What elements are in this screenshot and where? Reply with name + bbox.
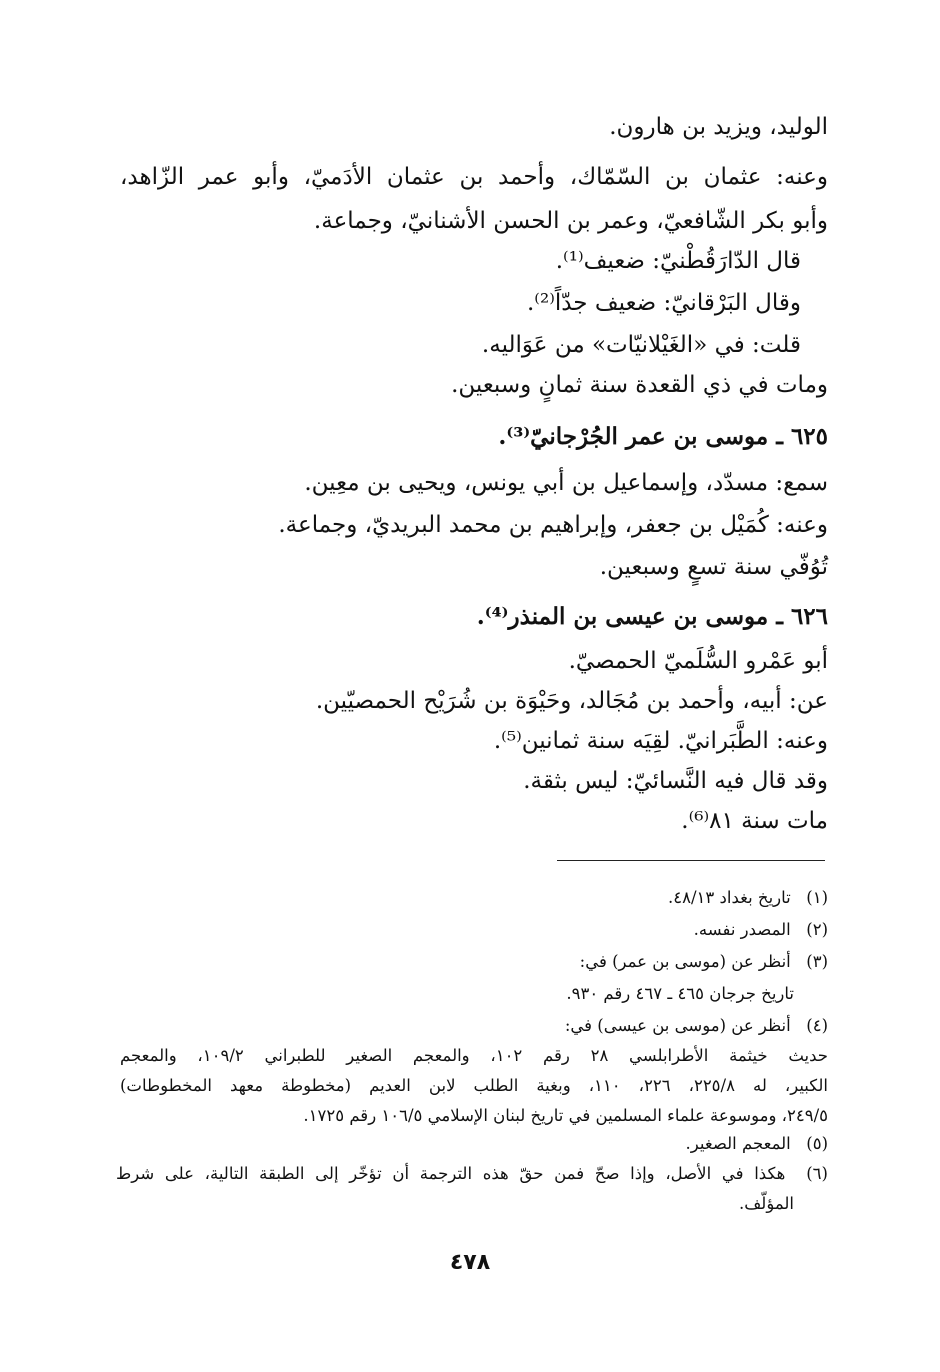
text-line: وعنه: كُمَيْل بن جعفر، وإبراهيم بن محمد البريديّ، وجماعة. — [278, 512, 828, 538]
footnote-number: (٦) — [806, 1164, 828, 1183]
footnote-3-continuation: تاريخ جرجان ٤٦٥ ـ ٤٦٧ رقم ٩٣٠. — [566, 984, 794, 1003]
page-number: ٤٧٨ — [449, 1250, 491, 1275]
footnote-number: (٣) — [806, 952, 828, 971]
entry-heading-625: ٦٢٥ ـ موسى بن عمر الجُرْجانيّ⁽³⁾. — [498, 423, 828, 450]
footnote-2 — [694, 918, 828, 942]
text-line: وقد قال فيه النَّسائيّ: ليس بثقة. — [523, 768, 828, 794]
text-line: مات سنة ٨١⁽⁶⁾. — [681, 808, 828, 834]
text-line: أبو عَمْرو السُّلَميّ الحمصيّ. — [568, 648, 828, 674]
footnote-number: (٢) — [806, 920, 828, 939]
text-line: تُوُفّي سنة تسعٍ وسبعين. — [599, 554, 828, 580]
entry-heading-626: ٦٢٦ ـ موسى بن عيسى بن المنذر⁽⁴⁾. — [476, 603, 828, 630]
footnote-number: (١) — [806, 888, 828, 907]
footnote-text: هكذا في الأصل، وإذا صحّ فمن حقّ هذه الترجمة أن تؤخّر إلى الطبقة التالية، على شرط — [116, 1164, 786, 1183]
footnote-4-continuation: الكبير، له ٢٢٥/٨، ٢٢٦، ١١٠، وبغية الطلب لابن العديم (مخطوطة معهد المخطوطات) — [120, 1076, 828, 1095]
footnote-text: المعجم الصغير. — [685, 1134, 791, 1153]
text-line: وعنه: الطَّبَرانيّ. لقِيَه سنة ثمانين⁽⁵⁾. — [493, 728, 828, 754]
text-line: ومات في ذي القعدة سنة ثمانٍ وسبعين. — [451, 372, 828, 398]
footnote-4-continuation: حديث خيثمة الأطرابلسي ٢٨ رقم ١٠٢، والمعجم الصغير للطبراني ١٠٩/٢، والمعجم — [120, 1046, 829, 1065]
text-line: سمع: مسدّد، وإسماعيل بن أبي يونس، ويحيى بن معِين. — [304, 470, 828, 496]
footnote-text: أنظر عن (موسى بن عمر) في: — [579, 952, 791, 971]
footnote-number: (٥) — [806, 1134, 828, 1153]
footnote-6-continuation: المؤلّف. — [738, 1194, 794, 1213]
text-line: وأبو بكر الشّافعيّ، وعمر بن الحسن الأشنانيّ، وجماعة. — [313, 208, 828, 234]
footnote-3 — [580, 950, 828, 974]
footnote-text: أنظر عن (موسى بن عيسى) في: — [564, 1016, 791, 1035]
footnote-4-continuation: ٢٤٩/٥، وموسوعة علماء المسلمين في تاريخ لبنان الإسلامي ١٠٦/٥ رقم ١٧٢٥. — [303, 1106, 828, 1125]
footnote-number: (٤) — [806, 1016, 828, 1035]
footnote-4 — [565, 1014, 828, 1038]
footnote-divider — [557, 860, 825, 861]
text-line: الوليد، ويزيد بن هارون. — [609, 114, 828, 140]
text-line: وعنه: عثمان بن السّمّاك، وأحمد بن عثمان الأدَميّ، وأبو عمر الزّاهد، — [120, 164, 828, 190]
text-line: قال الدّارَقُطْنيّ: ضعيف⁽¹⁾. — [555, 248, 801, 274]
text-line: عن: أبيه، وأحمد بن مُجَالد، وحَيْوَة بن شُرَيْح الحمصيّين. — [315, 688, 828, 714]
footnote-text: تاريخ بغداد ٤٨/١٣. — [668, 888, 791, 907]
footnote-text: المصدر نفسه. — [693, 920, 791, 939]
text-line: وقال البَرْقانيّ: ضعيف جدّاً⁽²⁾. — [526, 290, 801, 316]
footnote-5 — [686, 1132, 828, 1156]
text-line: قلت: في «الغَيْلانيّات» من عَوَاليه. — [481, 332, 801, 358]
footnote-6 — [116, 1162, 828, 1186]
footnote-1 — [668, 886, 828, 910]
